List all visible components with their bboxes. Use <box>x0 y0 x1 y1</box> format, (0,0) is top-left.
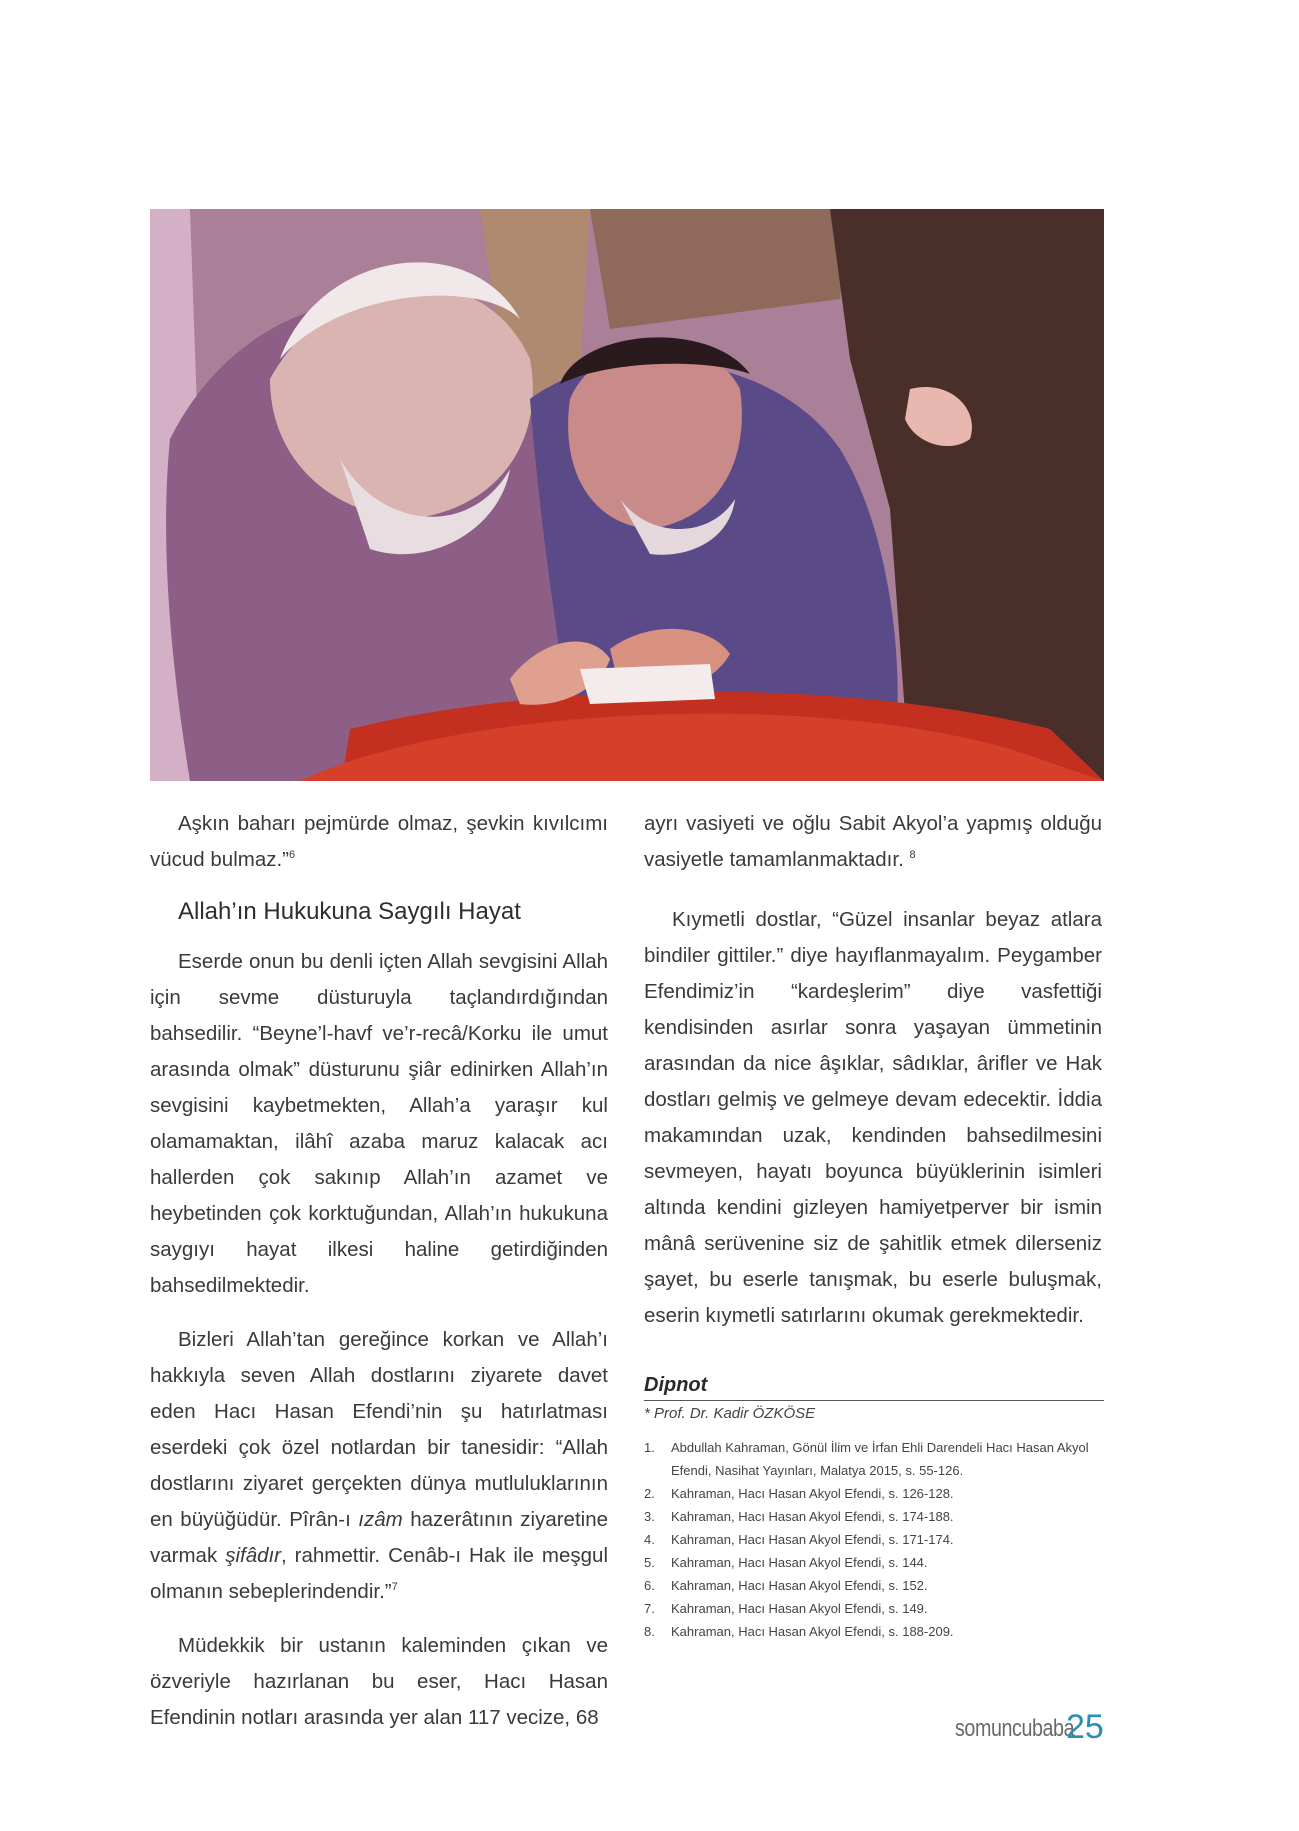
footnote-text: Kahraman, Hacı Hasan Akyol Efendi, s. 144. <box>671 1555 928 1570</box>
footnote-number: 3. <box>644 1509 655 1524</box>
footnotes-title: Dipnot <box>644 1372 1104 1401</box>
paragraph-4: Müdekkik bir ustanın kaleminden çıkan ve özveriyle hazırlanan bu eser, Hacı Hasan Efendinin notları arasında yer alan 117 vecize, 68 <box>150 1634 608 1729</box>
paragraph-5 <box>644 806 1102 878</box>
footnote-number: 2. <box>644 1486 655 1501</box>
footnote-text: Kahraman, Hacı Hasan Akyol Efendi, s. 126-128. <box>671 1486 954 1501</box>
footnote-text: Kahraman, Hacı Hasan Akyol Efendi, s. 174-188. <box>671 1509 954 1524</box>
section-heading: Allah’ın Hukukuna Saygılı Hayat <box>178 898 521 925</box>
footnote-list <box>644 1436 1104 1643</box>
footnote-ref-8: 8 <box>909 849 916 862</box>
footnote-item <box>644 1597 1104 1620</box>
footnote-number: 1. <box>644 1440 655 1455</box>
paragraph-3-italic-1: ızâm <box>358 1508 403 1531</box>
footnote-text: Kahraman, Hacı Hasan Akyol Efendi, s. 171-174. <box>671 1532 954 1547</box>
footnote-item <box>644 1436 1104 1482</box>
photo-two-elders-writing <box>150 209 1104 781</box>
paragraph-6: Kıymetli dostlar, “Güzel insanlar beyaz atlara bindiler gittiler.” diye hayıflanmayalım. Peygamber Efendimiz’in “kardeşlerim” diye vasfettiği kendisinden asırlar sonra yaşayan ümmetinin arasından da nice âşıklar, sâdıklar, ârifler ve Hak dostları gelmiş ve gelmeye devam edecektir. İddia makamından uzak, kendinden bahsedilmesini sevmeyen, hayatı boyunca büyüklerinin isimleri altında kendini gizleyen hamiyetperver bir ismin mânâ serüvenine siz de şahitlik etmek dilerseniz şayet, bu eserle tanışmak, bu eserle buluşmak, eserin kıymetli satırlarını okumak gerekmektedir. <box>644 908 1102 1327</box>
paragraph-3 <box>150 1322 608 1610</box>
footnote-number: 6. <box>644 1578 655 1593</box>
footnote-item <box>644 1505 1104 1528</box>
paragraph-3-text-a: Bizleri Allah’tan gereğince korkan ve Allah’ı hakkıyla seven Allah dostlarını ziyarete davet eden Hacı Hasan Efendi’nin şu hatırlatması eserdeki çok özel notlardan bir tanesidir: “Allah dostlarını ziyaret gerçekten dünya mutluluklarının en büyüğüdür. Pîrân-ı <box>150 1328 608 1531</box>
magazine-brand-logo: somuncubaba <box>955 1715 1075 1742</box>
left-column <box>150 806 608 1736</box>
paragraph-3-text-c: , rahmettir. Cenâb-ı Hak ile meşgul olmanın sebeplerindendir.” <box>150 1544 608 1603</box>
paragraph-2: Eserde onun bu denli içten Allah sevgisini Allah için sevme düsturuyla taçlandırdığından bahsedilir. “Beyne’l-havf ve’r-recâ/Korku ile umut arasında olmak” düsturunu şiâr edinirken Allah’ın sevgisini kaybetmekten, Allah’a yaraşır kul olamamaktan, ilâhî azaba maruz kalacak acı hallerden çok sakınıp Allah’ın azamet ve heybetinden çok korktuğundan, Allah’ın hukukuna saygıyı hayat ilkesi haline getirdiğinden bahsedilmektedir. <box>150 950 608 1297</box>
right-column <box>644 806 1102 1334</box>
footnote-text: Kahraman, Hacı Hasan Akyol Efendi, s. 188-209. <box>671 1624 954 1639</box>
photo-illustration <box>150 209 1104 781</box>
page-number: 25 <box>1066 1708 1104 1746</box>
paragraph-3-italic-2: şifâdır <box>225 1544 282 1567</box>
footnote-text: Kahraman, Hacı Hasan Akyol Efendi, s. 152. <box>671 1578 928 1593</box>
footnote-text: Abdullah Kahraman, Gönül İlim ve İrfan Ehli Darendeli Hacı Hasan Akyol Efendi, Nasihat Yayınları, Malatya 2015, s. 55-126. <box>671 1440 1089 1478</box>
paragraph-1 <box>150 806 608 878</box>
footnote-item <box>644 1551 1104 1574</box>
paragraph-3-text-b: hazerâtının ziyaretine varmak <box>150 1508 608 1567</box>
footnote-item <box>644 1528 1104 1551</box>
author-credit: * Prof. Dr. Kadir ÖZKÖSE <box>644 1405 816 1422</box>
footnote-item <box>644 1620 1104 1643</box>
footnote-item <box>644 1574 1104 1597</box>
footnote-number: 5. <box>644 1555 655 1570</box>
footnote-text: Kahraman, Hacı Hasan Akyol Efendi, s. 149. <box>671 1601 928 1616</box>
footnote-item <box>644 1482 1104 1505</box>
paragraph-1-text: Aşkın baharı pejmürde olmaz, şevkin kıvılcımı vücud bulmaz.” <box>150 812 608 871</box>
footnote-ref-6: 6 <box>289 849 296 862</box>
footnote-number: 8. <box>644 1624 655 1639</box>
footnote-number: 7. <box>644 1601 655 1616</box>
footnotes-section <box>644 1372 1104 1643</box>
paragraph-5-text: ayrı vasiyeti ve oğlu Sabit Akyol’a yapmış olduğu vasiyetle tamamlanmaktadır. <box>644 812 1102 871</box>
footnote-number: 4. <box>644 1532 655 1547</box>
footnote-ref-7: 7 <box>391 1581 398 1594</box>
